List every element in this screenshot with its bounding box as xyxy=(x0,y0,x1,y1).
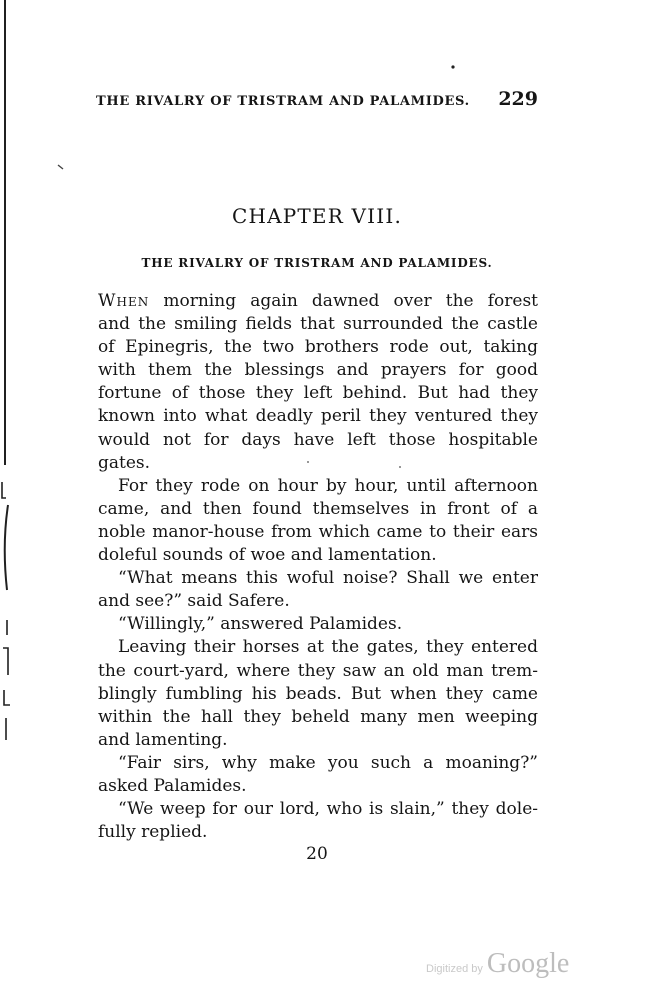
signature-mark: 20 xyxy=(306,844,328,864)
text-line: gates. xyxy=(98,452,151,473)
body-text xyxy=(98,290,538,844)
text-line: and see?” said Safere. xyxy=(98,591,290,612)
text-line: fully replied. xyxy=(98,822,208,843)
digitized-prefix: Digitized by xyxy=(426,963,483,975)
text-line: asked Palamides. xyxy=(98,775,247,796)
text-line: within the hall they beheld many men weeping xyxy=(98,706,538,727)
text-line: with them the blessings and prayers for good xyxy=(98,360,538,381)
chapter-title: THE RIVALRY OF TRISTRAM AND PALAMIDES. xyxy=(141,256,493,270)
text-line: the court-yard, where they saw an old man trem- xyxy=(98,660,538,681)
text-line: of Epinegris, the two brothers rode out, taking xyxy=(98,337,538,358)
drop-word: When xyxy=(98,291,150,311)
text-line: “Willingly,” answered Palamides. xyxy=(118,614,403,635)
text-line: doleful sounds of woe and lamentation. xyxy=(98,545,437,566)
text-line: “What means this woful noise? Shall we enter xyxy=(118,568,538,589)
text-line: noble manor-house from which came to their ears xyxy=(98,521,538,542)
text-line: “Fair sirs, why make you such a moaning?” xyxy=(118,752,538,773)
google-logo: Google xyxy=(486,948,570,979)
text-line: When morning again dawned over the forest xyxy=(98,291,538,311)
text-line: “We weep for our lord, who is slain,” they dole- xyxy=(118,799,538,820)
text-line: blingly fumbling his beads. But when they came xyxy=(98,683,538,704)
running-header xyxy=(96,88,538,112)
text-line: and the smiling fields that surrounded the castle xyxy=(98,314,538,335)
text-line: fortune of those they left behind. But had they xyxy=(98,383,538,404)
page-number: 229 xyxy=(498,88,538,110)
text-line: would not for days have left those hospitable xyxy=(98,429,538,450)
text-line: For they rode on hour by hour, until afternoon xyxy=(118,475,538,496)
chapter-heading: CHAPTER VIII. xyxy=(231,204,403,228)
running-title: THE RIVALRY OF TRISTRAM AND PALAMIDES. xyxy=(96,94,470,109)
text-line: Leaving their horses at the gates, they entered xyxy=(118,637,538,658)
text-line: came, and then found themselves in front of a xyxy=(98,498,538,519)
text-line: and lamenting. xyxy=(98,729,228,750)
text-line: known into what deadly peril they ventured they xyxy=(98,406,538,427)
digitized-watermark xyxy=(426,948,569,980)
